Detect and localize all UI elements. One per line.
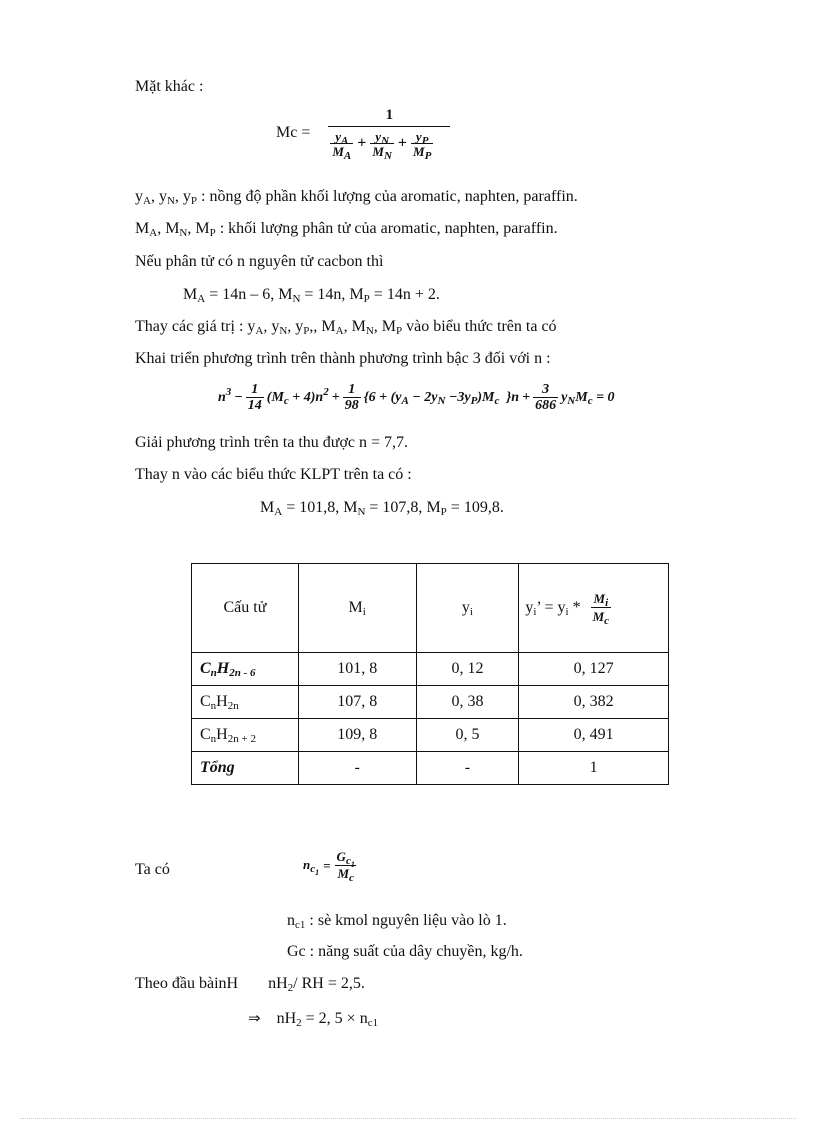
table-header-row xyxy=(192,564,669,653)
cell-y: - xyxy=(416,752,519,785)
cell-y: 0, 38 xyxy=(416,686,519,719)
text-nh2-result: ⇒ $nH_2 = 2$, $5 \times n_{c1}$ xyxy=(248,1009,379,1029)
mc-formula xyxy=(276,107,450,162)
cell-component: Tổng xyxy=(192,752,299,785)
text-gc-def: Gc : năng suất của dây chuyền, kg/h. xyxy=(287,943,523,960)
text-khai-trien: Khai triển phương trình trên thành phương trình bậc 3 đối với n : xyxy=(135,350,551,367)
text-mat-khac: Mặt khác : xyxy=(135,78,204,95)
text-m-formulas: $M_A = 14n - 6$, $M_N = 14n$, $M_P = 14n + 2$. xyxy=(183,286,440,305)
cell-y-prime: 0, 127 xyxy=(519,653,669,686)
text-thay-gia-tri: Thay các giá trị : $y_A$, $y_N$, $y_P$,, $M_A$, $M_N$, $M_P$ vào biểu thức trên ta có xyxy=(135,318,557,337)
m-def-text: : khối lượng phân tử của aromatic, naphten, paraffin. xyxy=(215,220,558,237)
cell-y-prime: 0, 491 xyxy=(519,719,669,752)
cell-m: 109, 8 xyxy=(298,719,416,752)
m-vars: $M_A$, $M_N$, $M_P$ xyxy=(135,220,216,239)
text-ta-co: Ta có xyxy=(135,861,170,878)
header-yi: $y_i$ xyxy=(416,564,519,653)
frac-yN-MN: $\frac{y_N}{M_N}$ xyxy=(372,129,392,162)
implies-icon: ⇒ xyxy=(248,1009,261,1027)
header-component: Cấu tử xyxy=(192,564,299,653)
nc1-formula: $n_{c_1}$ = $\frac{G_{c_1}}{M_c}$ xyxy=(303,849,355,884)
text-nc1-def: $n_{c1}$ : sè kmol nguyên liệu vào lò 1. xyxy=(287,912,507,931)
cell-m: 107, 8 xyxy=(298,686,416,719)
cell-m: 101, 8 xyxy=(298,653,416,686)
text-theo-dau-bai: Theo đầu bàinH $nH_2/$ RH = 2,5. xyxy=(135,975,365,994)
cell-component: $C_nH_{2n}$ xyxy=(192,686,299,719)
text-m-definition xyxy=(135,221,558,237)
cell-component: $C_nH_{2n - 6}$ xyxy=(192,653,299,686)
y-def-text: : nồng độ phần khối lượng của aromatic, naphten, paraffin. xyxy=(197,188,578,205)
mc-numerator: 1 xyxy=(385,107,394,123)
cell-y: 0, 12 xyxy=(416,653,519,686)
composition-table xyxy=(191,563,669,785)
text-thay-n: Thay n vào các biểu thức KLPT trên ta có : xyxy=(135,466,412,483)
text-y-definition xyxy=(135,189,578,205)
header-yi-prime: $y_i$’ = $y_i$ * $\frac{M_i}{M_c}$ xyxy=(519,564,669,653)
cell-m: - xyxy=(298,752,416,785)
table-row xyxy=(192,719,669,752)
cell-y-prime: 1 xyxy=(519,752,669,785)
header-mi: $M_i$ xyxy=(298,564,416,653)
frac-yA-MA: $\frac{y_A}{M_A}$ xyxy=(332,129,352,162)
table-row xyxy=(192,653,669,686)
page-bottom-divider xyxy=(20,1118,796,1119)
text-neu-phan-tu: Nếu phân tử có n nguyên tử cacbon thì xyxy=(135,253,384,270)
cell-y: 0, 5 xyxy=(416,719,519,752)
table-row xyxy=(192,752,669,785)
y-vars: $y_A$, $y_N$, $y_P$ xyxy=(135,188,198,207)
table-row xyxy=(192,686,669,719)
cell-y-prime: 0, 382 xyxy=(519,686,669,719)
text-m-values: $M_A = 101,8$, $M_N = 107,8$, $M_P = 109,8$. xyxy=(260,499,504,518)
frac-yP-MP: $\frac{y_P}{M_P}$ xyxy=(413,129,432,162)
mc-fraction xyxy=(328,107,450,162)
mc-denominator: $\frac{y_A}{M_A}$ + $\frac{y_N}{M_N}$ + $\frac{y_P}{M_P}$ xyxy=(328,126,450,158)
cell-component: $C_nH_{2n + 2}$ xyxy=(192,719,299,752)
cubic-equation: $n^3$ − $\frac{1}{14}$ $(M_c + 4)n^2$ + $\frac{1}{98}$ {$6 + (y_A - 2y_N -3y_P)M_c$ }n + $\frac{3}{686}$ $y_NM_c = 0$ xyxy=(218,382,615,413)
text-giai-pt: Giải phương trình trên ta thu được n = 7,7. xyxy=(135,434,409,451)
mc-lhs: Mc = xyxy=(276,124,311,141)
